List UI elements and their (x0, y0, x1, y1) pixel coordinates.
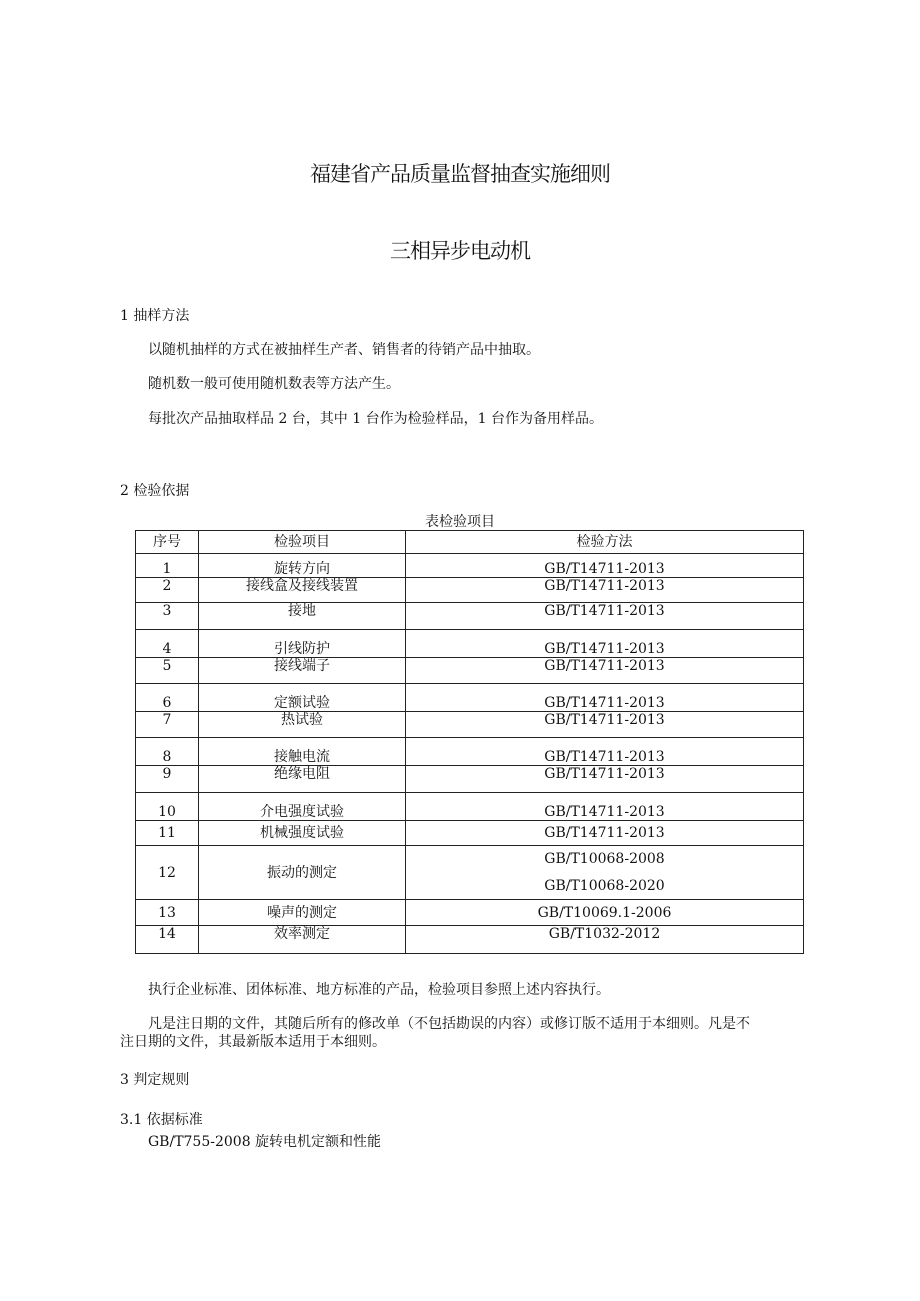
table-row (136, 926, 804, 954)
table-row (136, 793, 804, 821)
table-row (136, 603, 804, 630)
section-1-paragraph: 每批次产品抽取样品 2 台，其中 1 台作为检验样品，1 台作为备用样品。 (148, 411, 603, 427)
row-item: 接线盒及接线装置 (199, 578, 406, 603)
row-number: 3 (136, 603, 199, 630)
dated-reference-note-continued: 注日期的文件，其最新版本适用于本细则。 (120, 1034, 386, 1050)
row-method: GB/T14711-2013 (406, 554, 804, 578)
section-2-heading: 2 检验依据 (120, 483, 190, 499)
section-1-paragraph: 以随机抽样的方式在被抽样生产者、销售者的待销产品中抽取。 (148, 342, 540, 358)
row-method: GB/T10069.1-2006 (406, 900, 804, 926)
row-item: 旋转方向 (199, 554, 406, 578)
table-row (136, 578, 804, 603)
row-method: GB/T14711-2013 (406, 738, 804, 766)
row-method (406, 846, 804, 900)
table-row (136, 900, 804, 926)
table-row (136, 766, 804, 793)
table-row (136, 554, 804, 578)
reference-standard: GB/T755-2008 旋转电机定额和性能 (148, 1134, 382, 1150)
section-1-heading: 1 抽样方法 (120, 308, 190, 324)
row-method: GB/T14711-2013 (406, 578, 804, 603)
row-item: 热试验 (199, 712, 406, 738)
row-number: 9 (136, 766, 199, 793)
section-3-1-heading: 3.1 依据标准 (120, 1112, 203, 1128)
table-row (136, 846, 804, 900)
table-row (136, 684, 804, 712)
row-item: 接地 (199, 603, 406, 630)
row-number: 12 (136, 846, 199, 900)
row-number: 13 (136, 900, 199, 926)
row-method: GB/T14711-2013 (406, 712, 804, 738)
row-item: 效率测定 (199, 926, 406, 954)
row-item: 机械强度试验 (199, 821, 406, 846)
table-header-row (136, 531, 804, 554)
table-row (136, 738, 804, 766)
row-item: 引线防护 (199, 630, 406, 658)
row-number: 10 (136, 793, 199, 821)
section-1-paragraph: 随机数一般可使用随机数表等方法产生。 (148, 376, 400, 392)
inspection-items-table (135, 530, 804, 954)
row-item: 振动的测定 (199, 846, 406, 900)
row-number: 2 (136, 578, 199, 603)
section-3-heading: 3 判定规则 (120, 1072, 190, 1088)
row-number: 4 (136, 630, 199, 658)
row-method: GB/T14711-2013 (406, 766, 804, 793)
column-header-method: 检验方法 (406, 531, 804, 554)
row-method: GB/T14711-2013 (406, 603, 804, 630)
row-method-line: GB/T10068-2008 (544, 851, 665, 867)
row-item: 介电强度试验 (199, 793, 406, 821)
row-number: 8 (136, 738, 199, 766)
row-number: 14 (136, 926, 199, 954)
table-caption: 表检验项目 (425, 514, 495, 530)
row-item: 噪声的测定 (199, 900, 406, 926)
column-header-item: 检验项目 (199, 531, 406, 554)
row-item: 定额试验 (199, 684, 406, 712)
document-title: 福建省产品质量监督抽查实施细则 (310, 162, 610, 186)
row-number: 6 (136, 684, 199, 712)
row-item: 接线端子 (199, 658, 406, 684)
table-row (136, 712, 804, 738)
row-number: 5 (136, 658, 199, 684)
table-row (136, 821, 804, 846)
row-item: 绝缘电阻 (199, 766, 406, 793)
row-method-line: GB/T10068-2020 (544, 878, 665, 894)
row-method: GB/T1032-2012 (406, 926, 804, 954)
dated-reference-note: 凡是注日期的文件，其随后所有的修改单（不包括勘误的内容）或修订版不适用于本细则。凡是不 (148, 1016, 750, 1032)
row-method: GB/T14711-2013 (406, 793, 804, 821)
row-number: 1 (136, 554, 199, 578)
table-row (136, 630, 804, 658)
row-method: GB/T14711-2013 (406, 658, 804, 684)
row-number: 7 (136, 712, 199, 738)
column-header-no: 序号 (136, 531, 199, 554)
table-row (136, 658, 804, 684)
row-item: 接触电流 (199, 738, 406, 766)
row-method: GB/T14711-2013 (406, 821, 804, 846)
document-subtitle: 三相异步电动机 (390, 239, 530, 263)
table-note: 执行企业标准、团体标准、地方标准的产品，检验项目参照上述内容执行。 (148, 982, 610, 998)
row-method: GB/T14711-2013 (406, 630, 804, 658)
row-method: GB/T14711-2013 (406, 684, 804, 712)
row-number: 11 (136, 821, 199, 846)
